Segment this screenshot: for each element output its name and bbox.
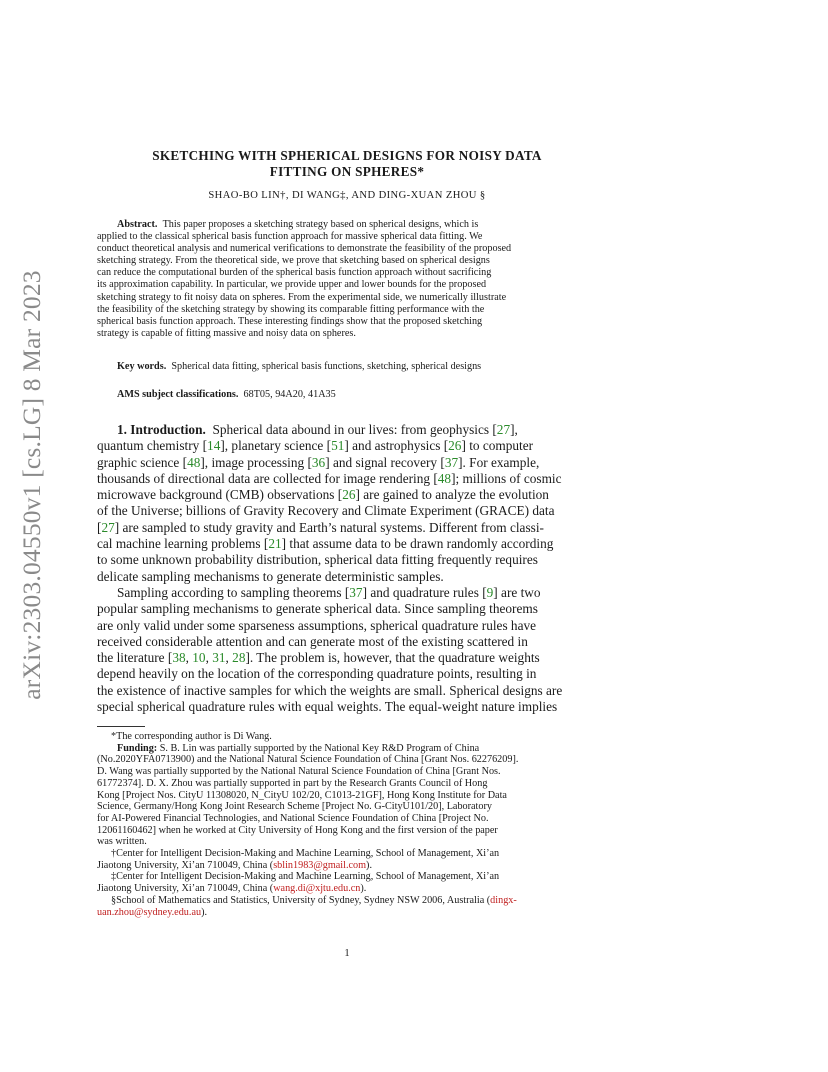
body-line: special spherical quadrature rules with equal weights. The equal-weight nature implies (97, 699, 558, 715)
close-paren: ). (360, 883, 367, 895)
body-line: the literature [38, 10, 31, 28]. The problem is, however, that the quadrature weights (97, 650, 540, 666)
keywords-text: Spherical data fitting, spherical basis functions, sketching, spherical designs (171, 361, 482, 372)
ams-text: 68T05, 94A20, 41A35 (243, 389, 336, 400)
footnote-rule (97, 726, 145, 727)
email-link-wang[interactable]: wang.di@xjtu.edu.cn (273, 883, 361, 895)
body-line: the existence of inactive samples for which the weights are small. Spherical designs are (97, 682, 563, 698)
body-line: delicate sampling mechanisms to generate deterministic samples. (97, 568, 444, 584)
abstract-line: sketching strategy. From the theoretical side, we prove that sketching based on spherical designs (97, 255, 490, 267)
body-line: Sampling according to sampling theorems [37] and quadrature rules [9] are two (117, 584, 541, 600)
body-line: graphic science [48], image processing [36] and signal recovery [37]. For example, (97, 454, 540, 470)
email-link-zhou-part1[interactable]: dingx- (490, 894, 517, 906)
funding-line: Kong [Project Nos. CityU 11308020, N_CityU 102/20, C1013-21GF], Hong Kong Institute for Data (97, 789, 507, 801)
abstract-line: spherical basis function approach. These interesting findings show that the proposed sketching (97, 315, 483, 327)
abstract-line: applied to the classical spherical basis function approach for massive spherical data fitting. We (97, 231, 483, 243)
author-list: SHAO-BO LIN†, DI WANG‡, AND DING-XUAN ZHOU § (208, 190, 486, 201)
funding-line: 12061160462] when he worked at City University of Hong Kong and the first version of the paper (97, 824, 498, 836)
arxiv-identifier (2, 270, 62, 700)
affiliation-2-line: Jiaotong University, Xi’an 710049, China ( (97, 883, 274, 895)
body-line: cal machine learning problems [21] that assume data to be drawn randomly according (97, 536, 554, 552)
abstract-line: conduct theoretical analysis and numerical verifications to demonstrate the feasibility of the proposed (97, 243, 512, 255)
funding-line: 61772374]. D. X. Zhou was partially supported in part by the Research Grants Council of Hong (97, 777, 488, 789)
affiliation-1-line: Jiaotong University, Xi’an 710049, China ( (97, 859, 274, 871)
ams-label: AMS subject classifications. (117, 389, 239, 400)
title-line-2: FITTING ON SPHERES* (269, 164, 425, 179)
arxiv-identifier-text: arXiv:2303.04550v1 [cs.LG] 8 Mar 2023 (17, 270, 46, 700)
affiliation-3-line: §School of Mathematics and Statistics, University of Sydney, Sydney NSW 2006, Australia ( (111, 894, 491, 906)
body-line: popular sampling mechanisms to generate spherical data. Since sampling theorems (97, 601, 538, 617)
page-number: 1 (344, 948, 350, 959)
paper-title (97, 148, 597, 180)
funding-line: was written. (97, 836, 147, 848)
affiliation-1-line: †Center for Intelligent Decision-Making and Machine Learning, School of Management, Xi’an (111, 848, 500, 860)
body-line: [27] are sampled to study gravity and Earth’s natural systems. Different from classi- (97, 519, 544, 535)
funding-line: for AI-Powered Financial Technologies, and National Science Foundation of China [Project No. (97, 812, 489, 824)
abstract-line: the feasibility of the sketching strategy by showing its comparable fitting performance with the (97, 303, 485, 315)
title-line-1: SKETCHING WITH SPHERICAL DESIGNS FOR NOISY DATA (152, 148, 542, 163)
abstract-label: Abstract. (117, 219, 158, 230)
body-line: of the Universe; billions of Gravity Recovery and Climate Experiment (GRACE) data (97, 503, 555, 519)
introduction-section (97, 422, 597, 715)
abstract-line: its approximation capability. In particular, we provide upper and lower bounds for the proposed (97, 279, 487, 291)
email-link-lin[interactable]: sblin1983@gmail.com (273, 859, 367, 871)
body-line: thousands of directional data are collected for image rendering [48]; millions of cosmic (97, 470, 562, 486)
body-line: Spherical data abound in our lives: from geophysics [27], (212, 422, 518, 437)
affiliation-2-line: ‡Center for Intelligent Decision-Making and Machine Learning, School of Management, Xi’an (111, 871, 500, 883)
close-paren: ). (366, 859, 372, 871)
abstract-line: This paper proposes a sketching strategy based on spherical designs, which is (162, 219, 479, 230)
email-link-zhou-part2[interactable]: uan.zhou@sydney.edu.au (97, 906, 202, 918)
footnote-corresponding: *The corresponding author is Di Wang. (111, 731, 272, 742)
funding-line: (No.2020YFA0713900) and the National Natural Science Foundation of China [Grant Nos. 62276209]. (97, 754, 519, 766)
funding-line: S. B. Lin was partially supported by the National Key R&D Program of China (159, 742, 480, 754)
funding-line: D. Wang was partially supported by the National Natural Science Foundation of China [Grant Nos. (97, 766, 501, 778)
abstract-line: sketching strategy to fit noisy data on spheres. From the experimental side, we numerically illustrate (97, 291, 507, 303)
footnotes (97, 731, 597, 918)
body-line: quantum chemistry [14], planetary science [51] and astrophysics [26] to computer (97, 438, 534, 454)
body-line: are only valid under some sparseness assumptions, spherical quadrature rules have (97, 617, 537, 633)
section-heading: 1. Introduction. (117, 422, 206, 437)
funding-line: Science, Germany/Hong Kong Joint Research Scheme [Project No. G-CityU101/20], Laboratory (97, 801, 492, 813)
body-line: received considerable attention and can generate most of the existing scattered in (97, 633, 528, 649)
abstract-line: can reduce the computational burden of the spherical basis function approach without sacrificing (97, 267, 492, 279)
funding-label: Funding: (117, 742, 158, 754)
body-line: to some unknown probability distribution, spherical data fitting frequently requires (97, 552, 538, 568)
body-line: depend heavily on the location of the corresponding quadrature points, resulting in (97, 666, 537, 682)
abstract (97, 219, 597, 340)
ams-classifications (117, 389, 336, 400)
keywords-label: Key words. (117, 361, 167, 372)
close-paren: ). (201, 906, 208, 918)
body-line: microwave background (CMB) observations [26] are gained to analyze the evolution (97, 487, 549, 503)
abstract-line: strategy is capable of fitting massive and noisy data on spheres. (97, 327, 356, 339)
keywords (117, 361, 481, 372)
